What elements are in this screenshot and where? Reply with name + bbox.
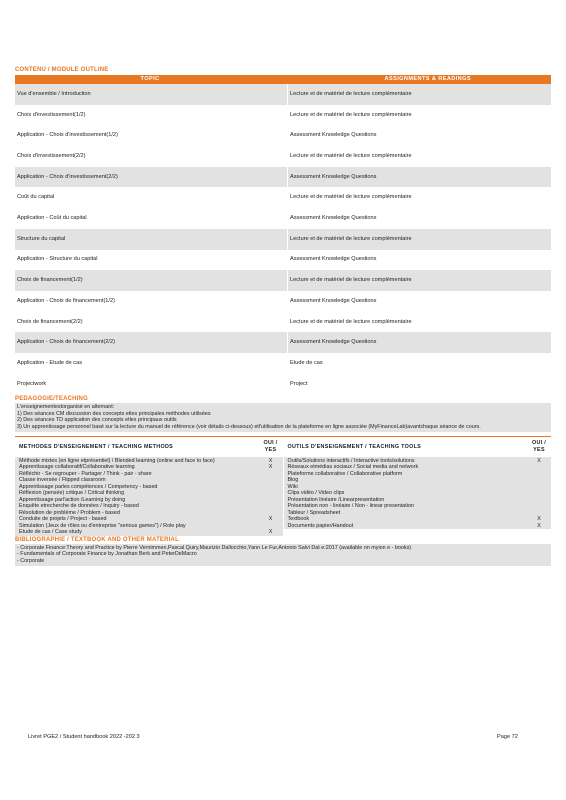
methods-row-mark: X <box>268 529 273 536</box>
module-topic-cell: Application - Choix d'investissement(1/2) <box>15 125 288 146</box>
methods-row-mark: X <box>268 516 273 523</box>
methods-row-label: Apprentissage parl'action /Learning by doing <box>19 496 126 503</box>
module-section-title: CONTENU / MODULE OUTLINE <box>15 67 109 73</box>
tools-row-label: Textbook <box>287 516 310 523</box>
module-topic-cell: Choix de financement(2/2) <box>15 312 288 333</box>
tools-row-label: Outils/Solutions interactifs / Interactive tools/solutions <box>287 457 415 464</box>
assignments-column-header: ASSIGNMENTS & READINGS <box>384 76 471 82</box>
module-topic-cell: Coût du capital <box>15 187 288 208</box>
module-topic-cell: Choix d'investissement(1/2) <box>15 105 288 126</box>
module-row <box>15 353 551 374</box>
tools-row-label: Blog <box>287 477 299 484</box>
footer-handbook-label: Livret PGE2 / Student handbook 2022 -202 3 <box>28 734 140 740</box>
module-topic-cell: Vue d'ensemble / Introduction <box>15 84 288 105</box>
bibliography-text <box>15 544 551 566</box>
methods-row-label: Simulation (Jeux de rôles ou d'entreprise "serious games") / Role play <box>19 522 186 529</box>
module-topic-cell: Application - Choix de financement(1/2) <box>15 291 288 312</box>
tools-row-label: Tableur / Spreadsheet <box>287 509 341 516</box>
methods-row-label: Enquête etrecherche de données / Inquiry - based <box>19 503 139 510</box>
module-topic-cell: Structure du capital <box>15 229 288 250</box>
methods-row-label: Résolution de problème / Problem - based <box>19 509 120 516</box>
tools-row-mark: X <box>537 516 541 523</box>
methods-header-label: METHODES D'ENSEIGNEMENT / TEACHING METHODS <box>19 443 174 450</box>
methods-row-label: Apprentissage collaboratif/Collaborative learning <box>19 464 135 471</box>
methods-column <box>15 437 283 536</box>
module-assignment-cell: Assessment Knowledge Questions <box>288 167 552 188</box>
bibliography-title: BIBLIOGRAPHIE / TEXTBOOK AND OTHER MATERIAL <box>15 536 179 543</box>
module-assignment-cell: Assessment Knowledge Questions <box>290 256 377 263</box>
tools-row-label: Documents papier/Handout <box>287 522 354 529</box>
methods-row-label: Apprentissage parles compétences / Competency - based <box>19 483 158 490</box>
tools-row <box>284 523 552 530</box>
module-assignment-cell: Lecture et de matériel de lecture complémentaire <box>288 229 552 250</box>
module-row <box>15 270 551 291</box>
tools-row-label: Plateforme collaborative / Collaborative platform <box>287 470 403 477</box>
methods-row-label: Réfléchir - Se regrouper - Partager / Think - pair - share <box>19 470 152 477</box>
pedagogy-line: 3) Un apprentissage personnel basé sur la lecture du manuel de référence (voir détails ci-dessous) etl'utilisation de la plateforme en ligne associée (MyFinanceLab)avantchaque séance de cours. <box>17 423 481 430</box>
tools-row-mark: X <box>537 457 541 464</box>
pedagogy-line: L'enseignementestorganisé en alternant: <box>17 404 115 411</box>
methods-row-mark: X <box>268 457 273 464</box>
module-row <box>15 84 551 105</box>
module-topic-cell: Application - Structure du capital <box>15 250 288 271</box>
pedagogy-title: PEDAGOGIE/TEACHING <box>15 396 88 403</box>
module-assignment-cell: Lecture et de matériel de lecture complémentaire <box>288 84 552 105</box>
module-row <box>15 229 551 250</box>
module-row <box>15 167 551 188</box>
module-assignment-cell: Lecture et de matériel de lecture complémentaire <box>290 318 412 325</box>
module-assignment-cell: Assessment Knowledge Questions <box>290 297 377 304</box>
tools-column <box>283 437 552 536</box>
bibliography-line: - Corporate <box>17 557 45 564</box>
module-topic-cell: Projectwork <box>15 374 288 395</box>
module-assignment-cell: Project <box>290 380 308 387</box>
tools-row-label: Clips vidéo / Video clips <box>287 490 345 497</box>
module-assignment-cell: Assessment Knowledge Questions <box>290 132 377 139</box>
methods-row-label: Etude de cas / Case study <box>19 529 82 536</box>
module-assignment-cell: Lecture et de matériel de lecture complémentaire <box>290 194 412 201</box>
tools-yes-header: OUI / YES <box>531 440 547 453</box>
methods-row <box>15 529 283 536</box>
module-assignment-cell: Lecture et de matériel de lecture complémentaire <box>290 153 412 160</box>
tools-row-label: Présentation non - linéaire / Non - linear presentation <box>287 503 414 510</box>
topic-column-header: TOPIC <box>140 76 160 82</box>
module-assignment-cell: Etude de cas <box>290 359 323 366</box>
module-topic-cell: Choix de financement(1/2) <box>15 270 288 291</box>
module-row <box>15 291 551 312</box>
tools-row-label: Wiki <box>287 483 298 490</box>
methods-row-label: Classe inversée / Flipped classroom <box>19 477 106 484</box>
page-content <box>15 66 551 566</box>
module-topic-cell: Application - Etude de cas <box>15 353 288 374</box>
module-topic-cell: Application - Coût du capital <box>15 208 288 229</box>
module-outline-table <box>15 84 551 394</box>
module-topic-cell: Application - Choix d'investissement(2/2) <box>15 167 288 188</box>
module-table-header <box>15 75 551 84</box>
tools-row-label: Présentation linéaire /Linearpresentation <box>287 496 385 503</box>
methods-row-label: Méthode mixtes (en ligne etprésentiel) / Blended learning (online and face to face) <box>19 457 215 464</box>
module-row <box>15 312 551 333</box>
tools-rows <box>284 457 552 530</box>
module-assignment-cell: Lecture et de matériel de lecture complémentaire <box>288 270 552 291</box>
module-topic-cell: Choix d'investissement(2/2) <box>15 146 288 167</box>
module-assignment-cell: Lecture et de matériel de lecture complémentaire <box>290 111 412 118</box>
module-row <box>15 332 551 353</box>
methods-row-label: Conduite de projets / Project - based <box>19 516 107 523</box>
bibliography-line: - Fundamentals of Corporate Finance by Jonathan Berk and PeterDeMarzo <box>17 551 197 558</box>
methods-header <box>15 437 283 457</box>
methods-tools-table <box>15 436 551 536</box>
methods-yes-header: OUI / YES <box>263 440 278 453</box>
tools-row-label: Réseaux etmédias sociaux / Social media and network <box>287 464 419 471</box>
module-topic-cell: Application - Choix de financement(2/2) <box>15 332 288 353</box>
module-assignment-cell: Assessment Knowledge Questions <box>290 215 377 222</box>
module-row <box>15 105 551 126</box>
module-row <box>15 146 551 167</box>
module-row <box>15 187 551 208</box>
tools-header <box>284 437 552 457</box>
tools-row-mark: X <box>537 522 541 529</box>
methods-row-label: Réflexion (pensée) critique / Critical thinking <box>19 490 125 497</box>
tools-header-label: OUTILS D'ENSEIGNEMENT / TEACHING TOOLS <box>287 443 422 450</box>
module-assignment-cell: Assessment Knowledge Questions <box>288 332 552 353</box>
methods-rows <box>15 457 283 536</box>
pedagogy-line: 2) Des séances TD application des concepts etles principaux outils <box>17 417 177 424</box>
module-row <box>15 125 551 146</box>
bibliography-line: - Corporate Finance:Theory and Practice by Pierre Vernimmen,Pascal Quiry,Maurizio Dallocchio,Yann Le Fur,Antonio Salvi Dat e:2017 (available on myion e - books) <box>17 544 412 551</box>
footer-page-number: Page 72 <box>497 734 518 740</box>
methods-row-mark: X <box>268 464 273 471</box>
module-row <box>15 208 551 229</box>
module-row <box>15 250 551 271</box>
module-row <box>15 374 551 395</box>
pedagogy-text <box>15 403 551 432</box>
pedagogy-line: 1) Des séances CM discussion des concepts etles principales méthodes utilisées <box>17 410 211 417</box>
